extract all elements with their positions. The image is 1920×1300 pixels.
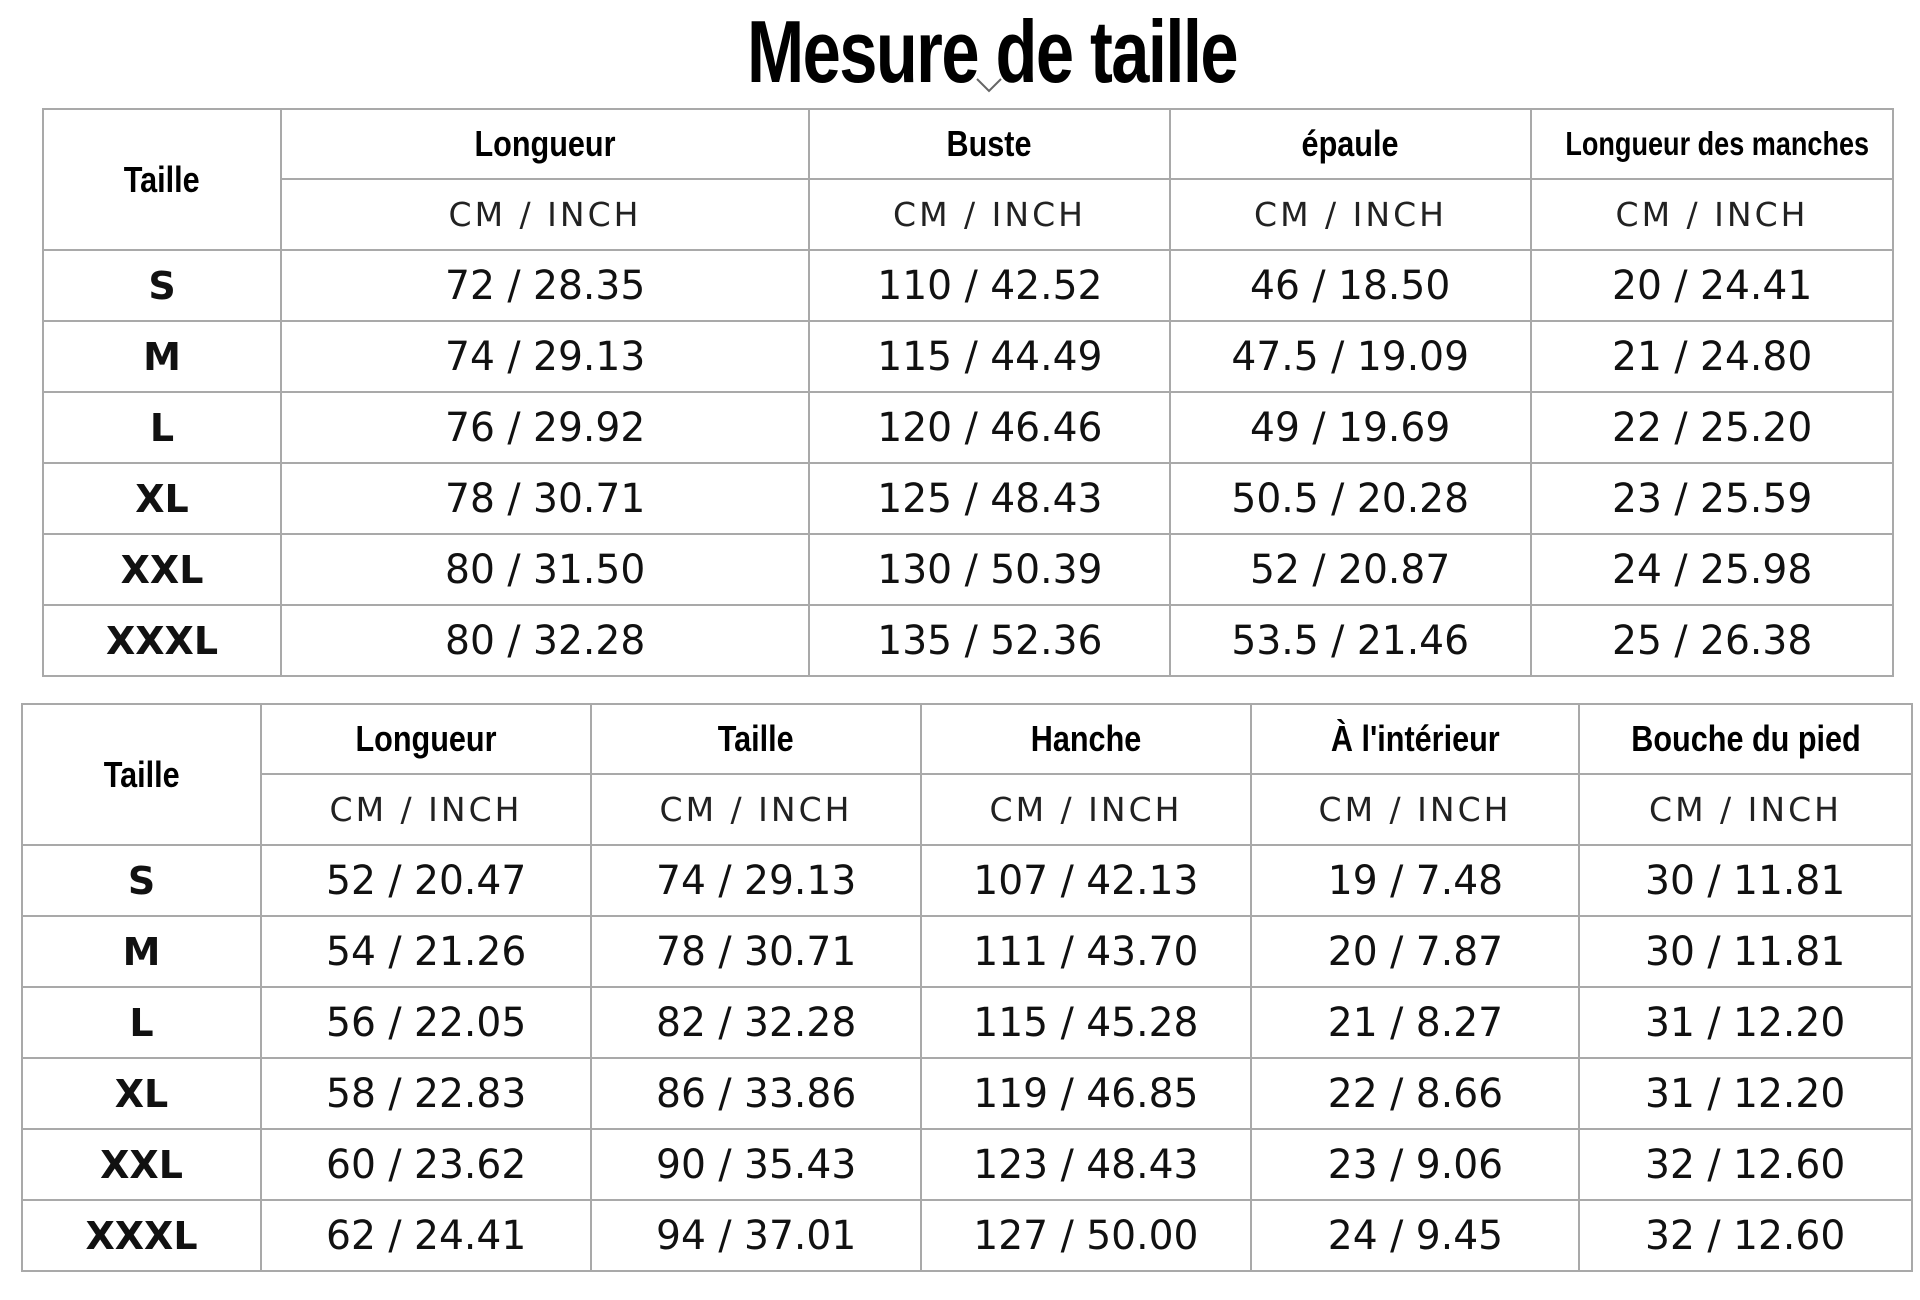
size-cell: XXXL xyxy=(43,605,281,676)
value-cell: 115 / 45.28 xyxy=(921,987,1251,1058)
table-row xyxy=(43,321,1893,392)
value-cell: 111 / 43.70 xyxy=(921,916,1251,987)
column-header-cell xyxy=(1251,704,1579,774)
table-row xyxy=(22,1129,1912,1200)
value-cell: 72 / 28.35 xyxy=(281,250,809,321)
value-cell: 110 / 42.52 xyxy=(809,250,1170,321)
size-cell: L xyxy=(43,392,281,463)
column-header-cell xyxy=(591,704,921,774)
table-row xyxy=(22,987,1912,1058)
value-cell: 46 / 18.50 xyxy=(1170,250,1531,321)
column-header-hanche: Hanche xyxy=(1030,718,1142,759)
value-cell: 25 / 26.38 xyxy=(1531,605,1893,676)
value-cell: 130 / 50.39 xyxy=(809,534,1170,605)
table-row xyxy=(22,1200,1912,1271)
table-row xyxy=(22,916,1912,987)
value-cell: 53.5 / 21.46 xyxy=(1170,605,1531,676)
table-row xyxy=(43,392,1893,463)
value-cell: 107 / 42.13 xyxy=(921,845,1251,916)
column-header-buste: Buste xyxy=(946,123,1033,164)
unit-label: CM / INCH xyxy=(1170,179,1531,250)
chevron-down-icon xyxy=(975,76,1003,94)
value-cell: 20 / 24.41 xyxy=(1531,250,1893,321)
column-header-cell xyxy=(921,704,1251,774)
value-cell: 31 / 12.20 xyxy=(1579,1058,1912,1129)
column-header-cell xyxy=(281,109,809,179)
size-cell: S xyxy=(43,250,281,321)
table-row xyxy=(43,250,1893,321)
value-cell: 76 / 29.92 xyxy=(281,392,809,463)
value-cell: 90 / 35.43 xyxy=(591,1129,921,1200)
value-cell: 78 / 30.71 xyxy=(591,916,921,987)
value-cell: 127 / 50.00 xyxy=(921,1200,1251,1271)
value-cell: 30 / 11.81 xyxy=(1579,916,1912,987)
value-cell: 23 / 9.06 xyxy=(1251,1129,1579,1200)
unit-label: CM / INCH xyxy=(1579,774,1912,845)
size-header-cell xyxy=(43,109,281,250)
value-cell: 60 / 23.62 xyxy=(261,1129,591,1200)
value-cell: 30 / 11.81 xyxy=(1579,845,1912,916)
column-header-longueur: Longueur xyxy=(474,123,616,164)
size-header: Taille xyxy=(103,753,180,795)
bottom-size-table xyxy=(21,703,1913,1272)
size-cell: XXL xyxy=(43,534,281,605)
value-cell: 74 / 29.13 xyxy=(281,321,809,392)
size-cell: XXL xyxy=(22,1129,261,1200)
column-header-longueur-des-manches: Longueur des manches xyxy=(1565,125,1870,162)
value-cell: 22 / 25.20 xyxy=(1531,392,1893,463)
value-cell: 49 / 19.69 xyxy=(1170,392,1531,463)
value-cell: 52 / 20.87 xyxy=(1170,534,1531,605)
value-cell: 62 / 24.41 xyxy=(261,1200,591,1271)
value-cell: 74 / 29.13 xyxy=(591,845,921,916)
value-cell: 123 / 48.43 xyxy=(921,1129,1251,1200)
unit-label: CM / INCH xyxy=(809,179,1170,250)
value-cell: 20 / 7.87 xyxy=(1251,916,1579,987)
value-cell: 52 / 20.47 xyxy=(261,845,591,916)
column-header-cell xyxy=(1170,109,1531,179)
value-cell: 24 / 25.98 xyxy=(1531,534,1893,605)
unit-label: CM / INCH xyxy=(1531,179,1893,250)
value-cell: 119 / 46.85 xyxy=(921,1058,1251,1129)
value-cell: 80 / 32.28 xyxy=(281,605,809,676)
column-header-cell xyxy=(809,109,1170,179)
value-cell: 58 / 22.83 xyxy=(261,1058,591,1129)
page-title: Mesure de taille xyxy=(746,2,1238,101)
column-header-cell xyxy=(261,704,591,774)
value-cell: 24 / 9.45 xyxy=(1251,1200,1579,1271)
size-cell: XXXL xyxy=(22,1200,261,1271)
table-row xyxy=(22,845,1912,916)
column-header-taille: Taille xyxy=(718,718,794,759)
value-cell: 54 / 21.26 xyxy=(261,916,591,987)
value-cell: 125 / 48.43 xyxy=(809,463,1170,534)
column-header-epaule: épaule xyxy=(1302,123,1399,164)
table-row xyxy=(43,463,1893,534)
value-cell: 22 / 8.66 xyxy=(1251,1058,1579,1129)
value-cell: 21 / 8.27 xyxy=(1251,987,1579,1058)
unit-label: CM / INCH xyxy=(261,774,591,845)
value-cell: 23 / 25.59 xyxy=(1531,463,1893,534)
value-cell: 32 / 12.60 xyxy=(1579,1129,1912,1200)
column-header-cell xyxy=(1531,109,1893,179)
unit-label: CM / INCH xyxy=(921,774,1251,845)
column-header-bouche-du-pied: Bouche du pied xyxy=(1630,718,1861,759)
value-cell: 82 / 32.28 xyxy=(591,987,921,1058)
value-cell: 135 / 52.36 xyxy=(809,605,1170,676)
value-cell: 31 / 12.20 xyxy=(1579,987,1912,1058)
top-size-table xyxy=(42,108,1894,677)
value-cell: 80 / 31.50 xyxy=(281,534,809,605)
size-cell: S xyxy=(22,845,261,916)
table-row xyxy=(22,1058,1912,1129)
value-cell: 115 / 44.49 xyxy=(809,321,1170,392)
size-cell: L xyxy=(22,987,261,1058)
value-cell: 47.5 / 19.09 xyxy=(1170,321,1531,392)
size-header-cell xyxy=(22,704,261,845)
value-cell: 86 / 33.86 xyxy=(591,1058,921,1129)
unit-label: CM / INCH xyxy=(1251,774,1579,845)
value-cell: 21 / 24.80 xyxy=(1531,321,1893,392)
value-cell: 120 / 46.46 xyxy=(809,392,1170,463)
column-header-a-l-interieur: À l'intérieur xyxy=(1330,718,1500,759)
unit-label: CM / INCH xyxy=(591,774,921,845)
column-header-longueur: Longueur xyxy=(355,718,497,759)
value-cell: 94 / 37.01 xyxy=(591,1200,921,1271)
value-cell: 32 / 12.60 xyxy=(1579,1200,1912,1271)
value-cell: 50.5 / 20.28 xyxy=(1170,463,1531,534)
column-header-cell xyxy=(1579,704,1912,774)
value-cell: 78 / 30.71 xyxy=(281,463,809,534)
size-cell: M xyxy=(22,916,261,987)
table-row xyxy=(43,605,1893,676)
size-cell: XL xyxy=(43,463,281,534)
unit-label: CM / INCH xyxy=(281,179,809,250)
size-cell: XL xyxy=(22,1058,261,1129)
size-cell: M xyxy=(43,321,281,392)
value-cell: 56 / 22.05 xyxy=(261,987,591,1058)
size-header: Taille xyxy=(124,158,200,200)
value-cell: 19 / 7.48 xyxy=(1251,845,1579,916)
table-row xyxy=(43,534,1893,605)
